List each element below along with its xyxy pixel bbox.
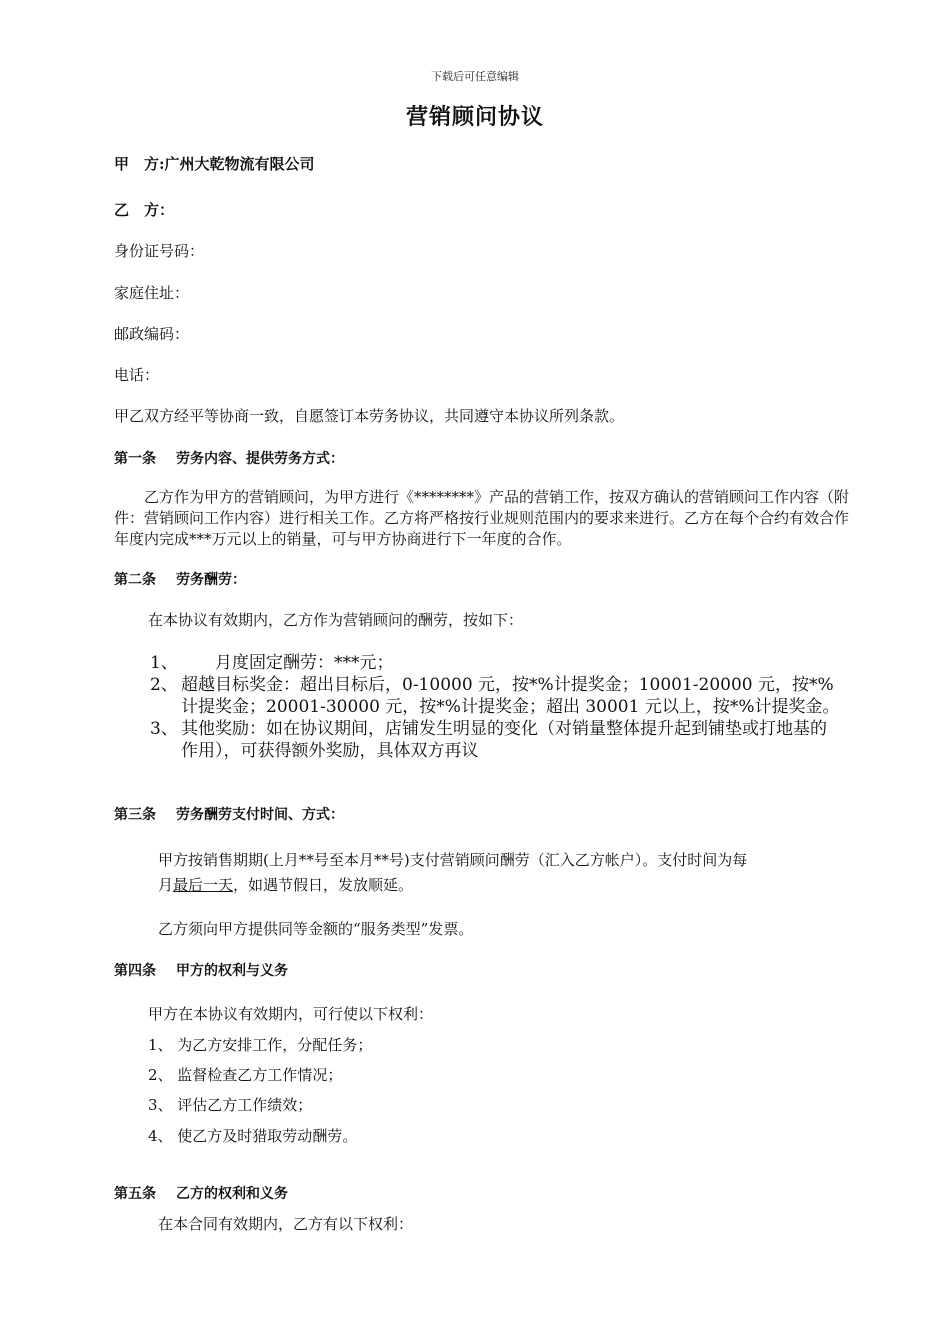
list-item xyxy=(150,718,840,762)
article-1-number: 第一条 xyxy=(114,451,156,467)
article-4-number: 第四条 xyxy=(114,963,156,979)
article-3-underlined-text: 最后一天 xyxy=(173,876,234,894)
article-4-title: 甲方的权利与义务 xyxy=(176,963,288,979)
article-3-line-2-prefix: 月 xyxy=(158,876,174,894)
article-3-heading xyxy=(114,804,344,824)
home-address-line: 家庭住址： xyxy=(114,284,190,302)
article-3-line-2-suffix: ，如遇节假日，发放顺延。 xyxy=(233,876,414,894)
article-5-number: 第五条 xyxy=(114,1186,156,1202)
list-item-text: 超越目标奖金：超出目标后，0-10000 元，按*%计提奖金；10001-20000 元，按*%计提奖金；20001-30000 元，按*%计提奖金；超出 30001 元以上，按*%计提奖金。 xyxy=(181,675,840,717)
id-number-line: 身份证号码： xyxy=(114,242,205,260)
article-2-list xyxy=(150,652,840,762)
article-2-number: 第二条 xyxy=(114,572,156,588)
list-item-number: 2、 xyxy=(150,675,178,695)
postal-code-line: 邮政编码： xyxy=(114,325,190,343)
article-3-title: 劳务酬劳支付时间、方式： xyxy=(176,807,344,823)
intro-paragraph: 甲乙双方经平等协商一致，自愿签订本劳务协议，共同遵守本协议所列条款。 xyxy=(114,407,625,425)
article-1-heading xyxy=(114,448,344,468)
list-item: 3、 评估乙方工作绩效； xyxy=(148,1096,313,1114)
article-4-heading xyxy=(114,960,288,980)
document-title: 营销顾问协议 xyxy=(405,104,544,130)
article-5-title: 乙方的权利和义务 xyxy=(176,1186,288,1202)
article-5-heading xyxy=(114,1183,288,1203)
article-2-heading xyxy=(114,569,246,589)
phone-line: 电话： xyxy=(114,366,160,384)
list-item: 4、 使乙方及时猎取劳动酬劳。 xyxy=(148,1127,358,1145)
article-3-number: 第三条 xyxy=(114,807,156,823)
article-3-invoice-line: 乙方须向甲方提供同等金额的“服务类型”发票。 xyxy=(158,920,474,938)
article-1-body: 乙方作为甲方的营销顾问，为甲方进行《********》产品的营销工作，按双方确认的营销顾问工作内容（附件：营销顾问工作内容）进行相关工作。乙方将严格按行业规则范围内的要求来进行。乙方在每个合约有效合作年度内完成***万元以上的销量，可与甲方协商进行下一年度的合作。 xyxy=(114,488,850,548)
article-2-intro: 在本协议有效期内，乙方作为营销顾问的酬劳，按如下： xyxy=(148,611,524,629)
article-3-line-2 xyxy=(158,874,413,895)
article-2-title: 劳务酬劳： xyxy=(176,572,246,588)
list-item-text: 月度固定酬劳：***元； xyxy=(181,653,394,673)
list-item xyxy=(150,652,840,674)
article-5-intro: 在本合同有效期内，乙方有以下权利： xyxy=(158,1215,414,1233)
list-item-text: 其他奖励：如在协议期间，店铺发生明显的变化（对销量整体提升起到铺垫或打地基的作用），可获得额外奖励，具体双方再议 xyxy=(181,719,827,761)
list-item xyxy=(150,674,840,718)
party-a-line: 甲 方:广州大乾物流有限公司 xyxy=(114,155,315,173)
article-4-intro: 甲方在本协议有效期内，可行使以下权利： xyxy=(148,1005,434,1023)
article-3-line-1: 甲方按销售期期(上月**号至本月**号)支付营销顾问酬劳（汇入乙方帐户）。支付时间为每 xyxy=(158,851,748,869)
list-item-number: 1、 xyxy=(150,653,178,673)
party-b-line: 乙 方： xyxy=(114,201,175,219)
article-1-title: 劳务内容、提供劳务方式： xyxy=(176,451,344,467)
list-item: 2、 监督检查乙方工作情况； xyxy=(148,1066,343,1084)
list-item: 1、 为乙方安排工作，分配任务； xyxy=(148,1036,373,1054)
header-note: 下载后可任意编辑 xyxy=(431,70,519,83)
list-item-number: 3、 xyxy=(150,719,178,739)
